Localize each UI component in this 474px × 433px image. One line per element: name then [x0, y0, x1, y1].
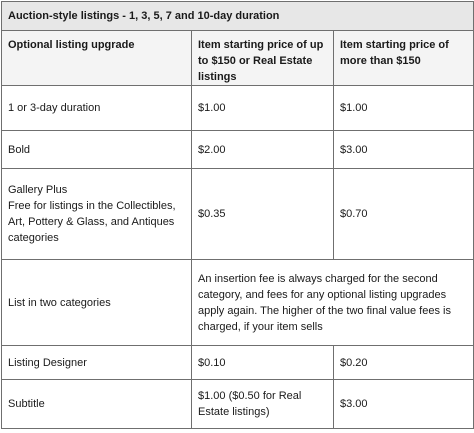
table-row	[2, 260, 474, 346]
low-price-cell: $1.00 ($0.50 for Real Estate listings)	[192, 380, 334, 429]
low-price-cell: $0.35	[192, 169, 334, 260]
upgrade-cell: Bold	[2, 131, 192, 169]
upgrade-cell: Listing Designer	[2, 346, 192, 380]
upgrade-cell: Gallery Plus Free for listings in the Collectibles, Art, Pottery & Glass, and Antiques categories	[2, 169, 192, 260]
high-price-cell: $1.00	[334, 86, 474, 131]
table-caption-row	[2, 2, 474, 31]
low-price-cell: $2.00	[192, 131, 334, 169]
table-row	[2, 380, 474, 429]
table-header-row	[2, 31, 474, 86]
table-row	[2, 169, 474, 260]
low-price-cell: $0.10	[192, 346, 334, 380]
high-price-cell: $3.00	[334, 131, 474, 169]
merged-note-cell: An insertion fee is always charged for the second category, and fees for any optional listing upgrades apply again. The higher of the two final value fees is charged, if your item sells	[192, 260, 474, 346]
high-price-cell: $0.70	[334, 169, 474, 260]
table-caption: Auction-style listings - 1, 3, 5, 7 and 10-day duration	[2, 2, 474, 31]
auction-fee-table	[1, 1, 474, 429]
low-price-cell: $1.00	[192, 86, 334, 131]
table-row	[2, 346, 474, 380]
header-upgrade: Optional listing upgrade	[2, 31, 192, 86]
high-price-cell: $3.00	[334, 380, 474, 429]
upgrade-cell: Subtitle	[2, 380, 192, 429]
table-row	[2, 86, 474, 131]
upgrade-cell: 1 or 3-day duration	[2, 86, 192, 131]
header-high-price: Item starting price of more than $150	[334, 31, 474, 86]
upgrade-cell: List in two categories	[2, 260, 192, 346]
table-row	[2, 131, 474, 169]
high-price-cell: $0.20	[334, 346, 474, 380]
header-low-price: Item starting price of up to $150 or Real Estate listings	[192, 31, 334, 86]
